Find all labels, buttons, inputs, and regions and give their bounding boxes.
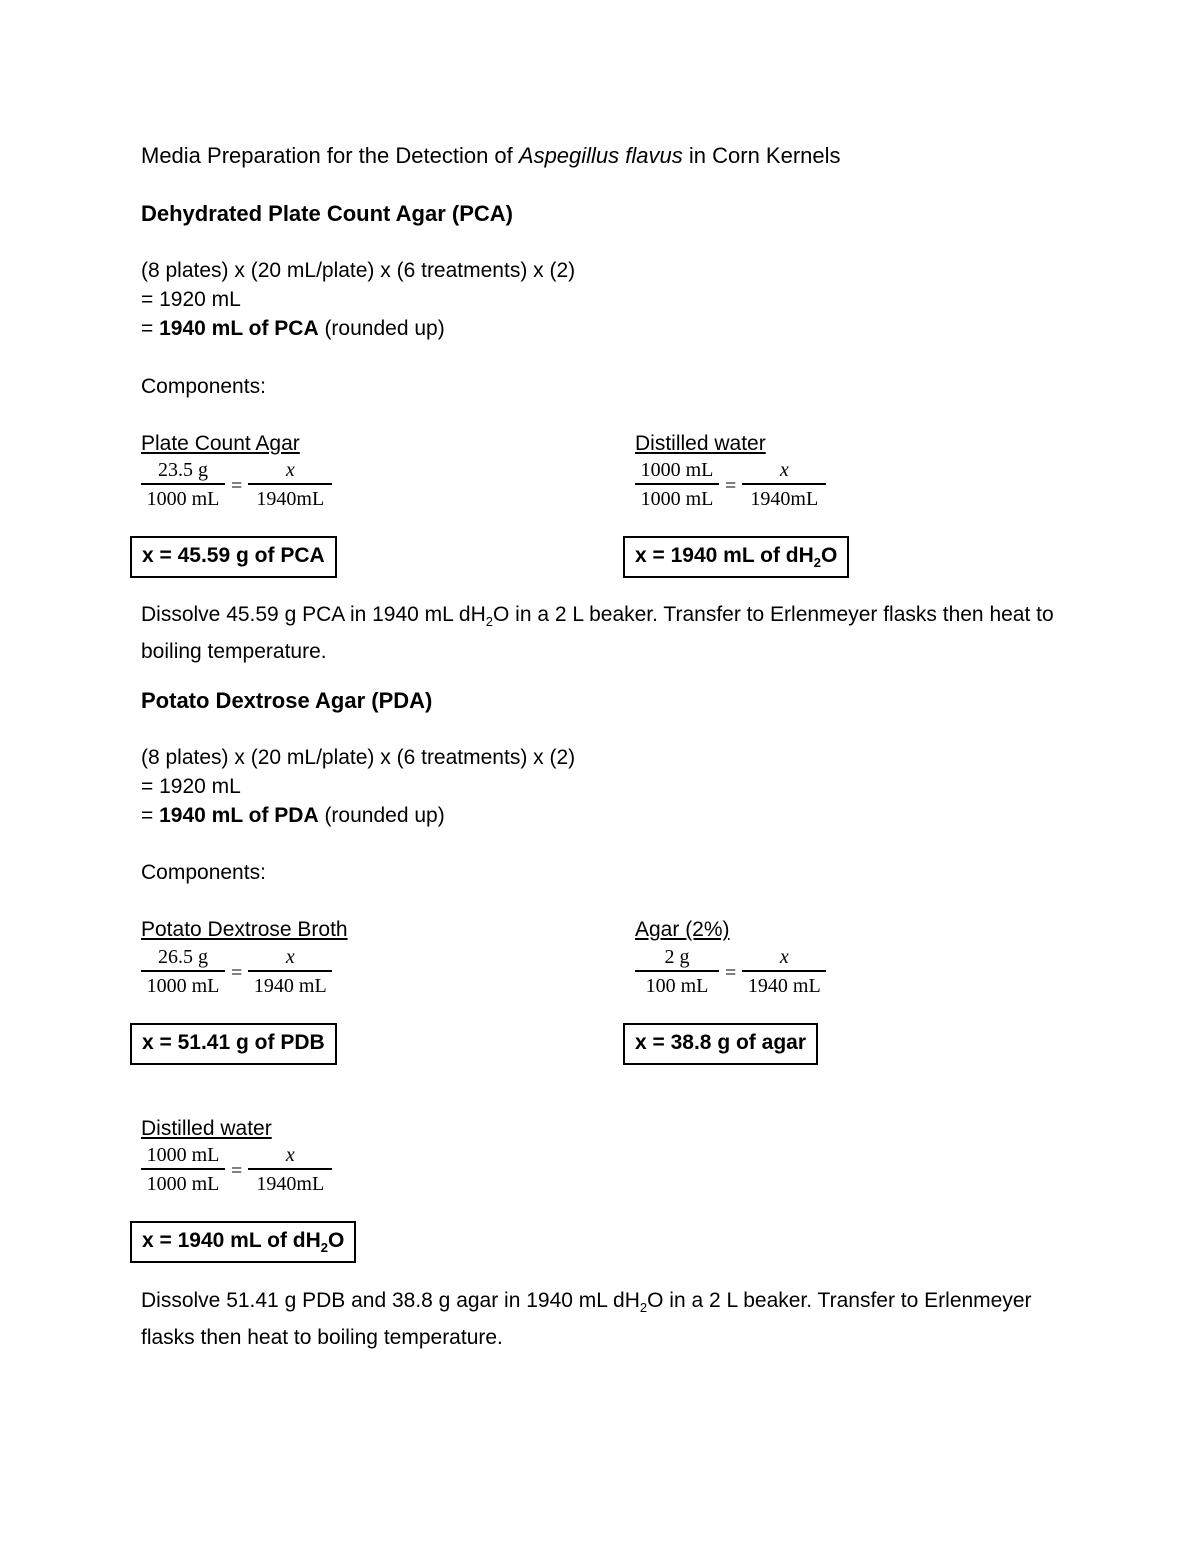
equals-sign: = [231, 961, 243, 984]
fraction-left: $\frac{23.5 g}{1000 mL}$ [141, 457, 225, 513]
pca-instructions: Dissolve 45.59 g PCA in 1940 mL $dH_2O$ in a 2 L beaker. Transfer to Erlenmeyer flasks then heat to boiling temperature. [141, 603, 1054, 664]
pca-total-volume: 1940 mL of PCA [159, 317, 319, 340]
pca-calc-line: (8 plates) x (20 mL/plate) x (6 treatments) x (2) [141, 259, 576, 282]
fraction-right: $\frac{x}{1940 mL}$ [742, 944, 826, 1000]
title-organism: Aspegillus flavus [518, 143, 683, 168]
equals-sign: = [725, 961, 737, 984]
fraction-left: $\frac{2 g}{100 mL}$ [635, 944, 719, 1000]
fraction-left: $\frac{1000 mL}{1000 mL}$ [635, 457, 719, 513]
pda-water-answer-box: x = 1940 mL of $dH_2O$ [130, 1221, 356, 1263]
pda-total-volume: 1940 mL of PDA [159, 804, 319, 827]
title-text: Media Preparation for the Detection of [141, 143, 519, 168]
pca-water-answer-box: x = 1940 mL of $dH_2O$ [623, 536, 849, 578]
pda-broth-proportion [141, 944, 332, 1000]
fraction-left: $\frac{1000 mL}{1000 mL}$ [141, 1142, 225, 1198]
pca-components-label: Components: [141, 375, 266, 398]
fraction-right: $\frac{x}{1940mL}$ [742, 457, 826, 513]
pca-agar-proportion [141, 457, 332, 513]
pca-water-proportion [635, 457, 826, 513]
pda-broth-label: Potato Dextrose Broth [141, 918, 348, 941]
fraction-right: $\frac{x}{1940mL}$ [248, 1142, 332, 1198]
pda-components-label: Components: [141, 861, 266, 884]
equals-sign: = [231, 474, 243, 497]
pda-agar-answer-box: x = 38.8 g of agar [623, 1023, 818, 1065]
pda-result-1920: = 1920 mL [141, 775, 241, 798]
pda-calc-line: (8 plates) x (20 mL/plate) x (6 treatments) x (2) [141, 746, 576, 769]
pda-instructions: Dissolve 51.41 g PDB and 38.8 g agar in 1940 mL $dH_2O$ in a 2 L beaker. Transfer to Erlenmeyer flasks then heat to boiling temperature. [141, 1289, 1032, 1350]
equals-sign: = [725, 474, 737, 497]
pca-result-1940: = 1940 mL of PCA (rounded up) [141, 317, 445, 340]
pca-agar-answer-box: x = 45.59 g of PCA [130, 536, 337, 578]
pca-heading: Dehydrated Plate Count Agar (PCA) [141, 201, 514, 226]
pca-distilled-water-label: Distilled water [635, 432, 766, 455]
pda-broth-answer-box: x = 51.41 g of PDB [130, 1023, 337, 1065]
equals-sign: = [231, 1159, 243, 1182]
fraction-left: $\frac{26.5 g}{1000 mL}$ [141, 944, 225, 1000]
title-text-end: in Corn Kernels [682, 143, 841, 168]
pda-agar-proportion [635, 944, 826, 1000]
pda-result-1940: = 1940 mL of PDA (rounded up) [141, 804, 445, 827]
pca-result-1920: = 1920 mL [141, 288, 241, 311]
pca-plate-count-agar-label: Plate Count Agar [141, 432, 300, 455]
page-title [141, 143, 841, 169]
fraction-right: $\frac{x}{1940mL}$ [248, 457, 332, 513]
pda-heading: Potato Dextrose Agar (PDA) [141, 688, 433, 713]
pda-distilled-water-label: Distilled water [141, 1117, 272, 1140]
fraction-right: $\frac{x}{1940 mL}$ [248, 944, 332, 1000]
pda-water-proportion [141, 1142, 332, 1198]
pda-agar-label: Agar (2%) [635, 918, 730, 941]
